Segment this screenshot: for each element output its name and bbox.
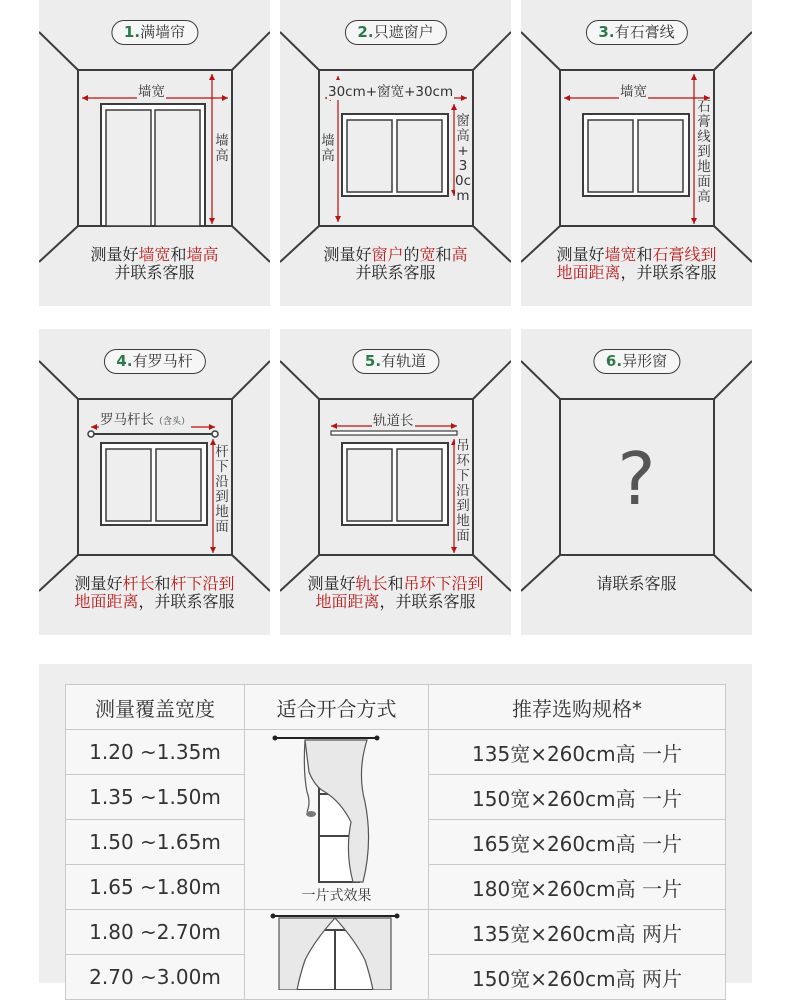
rod-length-text: 罗马杆长: [100, 412, 154, 428]
highlight-text: 地面距离: [74, 592, 139, 611]
rod-length-note: （含头）: [154, 417, 191, 427]
caption-text: ，并联系客服: [620, 263, 717, 282]
window-width-label: 30cm+窗宽+30cm: [327, 80, 454, 100]
spec-cell: 135宽×260cm高 一片: [429, 730, 726, 775]
card-window-only: [280, 0, 511, 306]
card-caption: [521, 246, 752, 282]
width-cell: 1.80 ~2.70m: [66, 910, 245, 955]
card-title-pill: [593, 349, 680, 374]
width-cell: 1.65 ~1.80m: [66, 865, 245, 910]
caption-text: ，并联系客服: [138, 592, 235, 611]
card-title: 有轨道: [381, 352, 427, 370]
card-title-pill: [352, 349, 439, 374]
highlight-text: 地面距离: [556, 263, 621, 282]
highlight-text: 高: [451, 245, 468, 264]
spec-cell: 165宽×260cm高 一片: [429, 820, 726, 865]
caption-text: 和: [154, 574, 171, 593]
caption-text: 测量好: [74, 574, 123, 593]
table-row: [66, 730, 726, 775]
header-width: 测量覆盖宽度: [66, 685, 245, 730]
card-title-pill: [344, 20, 446, 45]
card-title: 有石膏线: [614, 23, 675, 41]
caption-text: 和: [435, 245, 452, 264]
rod-length-label: [99, 408, 191, 428]
caption-text: 和: [387, 574, 404, 593]
ring-height-label: 吊环下沿到地面: [456, 438, 470, 544]
header-spec: 推荐选购规格*: [429, 685, 726, 730]
plaster-height-label: 石膏线到地面高: [697, 99, 711, 205]
card-number: 3 .: [598, 23, 614, 41]
card-number: 1 .: [124, 23, 140, 41]
card-title: 只遮窗户: [373, 23, 434, 41]
highlight-text: 宽: [419, 245, 436, 264]
card-number: 4 .: [116, 352, 132, 370]
caption-text: 和: [170, 245, 187, 264]
highlight-text: 窗户: [371, 245, 404, 264]
width-cell: 1.20 ~1.35m: [66, 730, 245, 775]
wall-width-label: 墙宽: [619, 80, 648, 100]
width-cell: 2.70 ~3.00m: [66, 955, 245, 1000]
caption-text: 测量好: [307, 574, 356, 593]
card-caption: [280, 246, 511, 282]
highlight-text: 轨长: [355, 574, 388, 593]
single-panel-illustration: [245, 730, 429, 910]
caption-text: 并联系客服: [114, 263, 195, 282]
card-track: [280, 329, 511, 635]
card-title: 异形窗: [622, 352, 668, 370]
spec-table: [65, 684, 726, 1000]
wall-width-label: 墙宽: [137, 80, 166, 100]
single-curtain-icon: [245, 732, 428, 908]
rod-height-label: 杆下沿到地面: [215, 444, 229, 535]
card-number: 5 .: [365, 352, 381, 370]
caption-text: 的: [403, 245, 420, 264]
width-cell: 1.35 ~1.50m: [66, 775, 245, 820]
highlight-text: 地面距离: [315, 592, 380, 611]
caption-text: 测量好: [323, 245, 372, 264]
caption-text: 测量好: [90, 245, 139, 264]
highlight-text: 杆长: [122, 574, 155, 593]
card-title-pill: [103, 349, 205, 374]
card-title-pill: [111, 20, 198, 45]
highlight-text: 杆下沿到: [170, 574, 235, 593]
highlight-text: 墙高: [186, 245, 219, 264]
card-caption: [39, 246, 270, 282]
card-caption: [521, 575, 752, 593]
spec-cell: 180宽×260cm高 一片: [429, 865, 726, 910]
table-header-row: [66, 685, 726, 730]
track-length-label: 轨道长: [372, 409, 415, 429]
card-number: 6 .: [606, 352, 622, 370]
caption-text: 测量好: [556, 245, 605, 264]
card-caption: [39, 575, 270, 611]
caption-text: 请联系客服: [596, 574, 677, 593]
double-panel-illustration: [245, 910, 429, 1000]
width-cell: 1.50 ~1.65m: [66, 820, 245, 865]
card-caption: [280, 575, 511, 611]
card-full-wall: [39, 0, 270, 306]
question-mark-icon: ?: [617, 437, 656, 521]
card-number: 2 .: [357, 23, 373, 41]
spec-cell: 150宽×260cm高 一片: [429, 775, 726, 820]
card-title-pill: [585, 20, 687, 45]
wall-height-label: 墙高: [321, 133, 335, 164]
highlight-text: 吊环下沿到: [403, 574, 484, 593]
caption-text: 并联系客服: [355, 263, 436, 282]
single-panel-label: 一片式效果: [301, 888, 372, 904]
highlight-text: 墙宽: [138, 245, 171, 264]
header-open-style: 适合开合方式: [245, 685, 429, 730]
card-irregular-window: [521, 329, 752, 635]
table-row: [66, 910, 726, 955]
highlight-text: 墙宽: [604, 245, 637, 264]
wall-height-label: 墙高: [215, 133, 229, 164]
spec-cell: 135宽×260cm高 两片: [429, 910, 726, 955]
card-title: 有罗马杆: [132, 352, 193, 370]
highlight-text: 石膏线到: [652, 245, 717, 264]
caption-text: 和: [636, 245, 653, 264]
caption-text: ，并联系客服: [379, 592, 476, 611]
window-height-label: 窗高+30cm: [455, 113, 472, 204]
card-title: 满墙帘: [140, 23, 186, 41]
card-plaster-line: [521, 0, 752, 306]
double-curtain-icon: [245, 910, 428, 990]
spec-table-section: [39, 664, 752, 991]
spec-cell: 150宽×260cm高 两片: [429, 955, 726, 1000]
card-roman-rod: [39, 329, 270, 635]
